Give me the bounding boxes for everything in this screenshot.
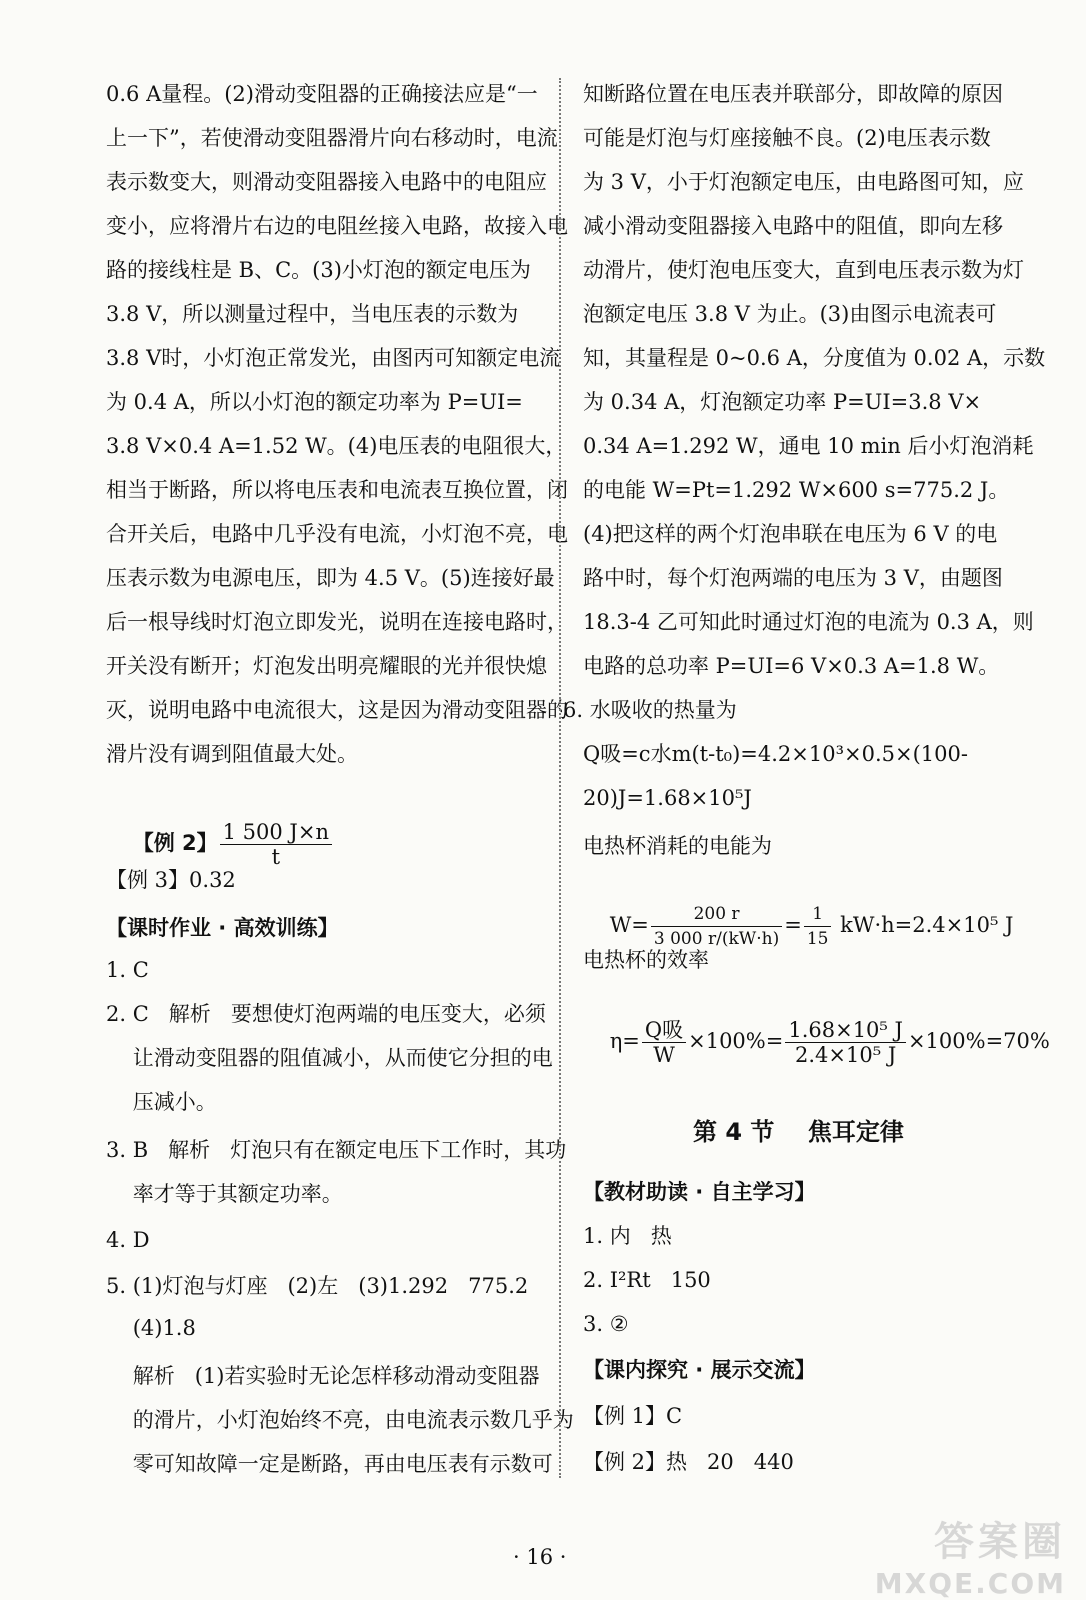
fraction-numerator: 1 500 J×n (220, 820, 332, 845)
homework-header: 【课时作业 · 高效训练】 (106, 916, 339, 940)
fraction (642, 1018, 686, 1067)
text-line: 减小滑动变阻器接入电路中的阻值，即向左移 (583, 214, 1003, 238)
formula-part: kW·h=2.4×10⁵ J (833, 913, 1014, 937)
fraction (804, 902, 832, 951)
text-line: 上一下”，若使滑动变阻器滑片向右移动时，电流 (106, 126, 558, 150)
answer-line: 压减小。 (106, 1090, 217, 1114)
formula-part: = (784, 913, 802, 937)
text-line: 可能是灯泡与灯座接触不良。(2)电压表示数 (583, 126, 991, 150)
answer-line: 率才等于其额定功率。 (106, 1182, 343, 1206)
fraction-denominator: 15 (806, 929, 829, 949)
question-6-intro: 6. 水吸收的热量为 (563, 698, 737, 722)
watermark (875, 1510, 1066, 1600)
watermark-url: MXQE.COM (874, 1567, 1066, 1600)
text-line: 变小，应将滑片右边的电阻丝接入电路，故接入电 (106, 214, 568, 238)
fraction-denominator: t (271, 845, 281, 869)
answer-line: 让滑动变阻器的阻值减小，从而使它分担的电 (106, 1046, 553, 1070)
text-line: 后一根导线时灯泡立即发光，说明在连接电路时， (106, 610, 568, 634)
text-line: (4)把这样的两个灯泡串联在电压为 6 V 的电 (583, 522, 998, 546)
formula-part: W= (609, 913, 649, 937)
text-line: 路的接线柱是 B、C。(3)小灯泡的额定电压为 (106, 258, 531, 282)
text-line: 的电能 W=Pt=1.292 W×600 s=775.2 J。 (583, 478, 1010, 502)
text-line: 路中时，每个灯泡两端的电压为 3 V，由题图 (583, 566, 1003, 590)
fraction-numerator: 1.68×10⁵ J (785, 1018, 906, 1043)
answer-line: 零可知故障一定是断路，再由电压表有示数可 (106, 1452, 553, 1476)
text-line: 知，其量程是 0~0.6 A，分度值为 0.02 A，示数 (583, 346, 1046, 370)
fraction-denominator: W (653, 1043, 675, 1067)
formula-part: η= (609, 1029, 640, 1053)
text-line: 泡额定电压 3.8 V 为止。(3)由图示电流表可 (583, 302, 997, 326)
watermark-text: 答案圈 (934, 1519, 1066, 1565)
example-label: 【例 2】 (132, 831, 218, 855)
fraction (785, 1018, 906, 1067)
column-divider (559, 78, 561, 1478)
heat-formula: 20)J=1.68×10⁵J (583, 786, 752, 810)
fraction (220, 820, 332, 869)
example-2-answer (106, 796, 334, 869)
inquiry-header: 【课内探究 · 展示交流】 (583, 1358, 816, 1382)
energy-label: 电热杯消耗的电能为 (583, 834, 772, 858)
answer-line: 2. C 解析 要想使灯泡两端的电压变大，必须 (106, 1002, 546, 1026)
textbook-header: 【教材助读 · 自主学习】 (583, 1180, 816, 1204)
answer-line: 5. (1)灯泡与灯座 (2)左 (3)1.292 775.2 (106, 1274, 529, 1298)
answer-line: (4)1.8 (106, 1316, 196, 1340)
formula-part: ×100%=70% (907, 1029, 1050, 1053)
text-line: 开关没有断开；灯泡发出明亮耀眼的光并很快熄 (106, 654, 547, 678)
fraction-numerator: 200 r (651, 902, 782, 927)
example-3-answer: 【例 3】0.32 (106, 868, 236, 892)
answer-line: 【例 1】C (583, 1404, 683, 1428)
text-line: 知断路位置在电压表并联部分，即故障的原因 (583, 82, 1003, 106)
heat-formula: Q吸=c水m(t-t₀)=4.2×10³×0.5×(100- (583, 742, 968, 766)
text-line: 18.3-4 乙可知此时通过灯泡的电流为 0.3 A，则 (583, 610, 1034, 634)
text-line: 为 0.34 A，灯泡额定功率 P=UI=3.8 V× (583, 390, 982, 414)
efficiency-label: 电热杯的效率 (583, 948, 709, 972)
fraction-numerator: Q吸 (642, 1018, 686, 1043)
text-line: 滑片没有调到阻值最大处。 (106, 742, 358, 766)
answer-line: 1. 内 热 (583, 1224, 672, 1248)
text-line: 3.8 V×0.4 A=1.52 W。(4)电压表的电阻很大， (106, 434, 567, 458)
text-line: 为 3 V，小于灯泡额定电压，由电路图可知，应 (583, 170, 1024, 194)
answer-line: 1. C (106, 958, 149, 982)
answer-line: 3. B 解析 灯泡只有在额定电压下工作时，其功 (106, 1138, 567, 1162)
fraction-denominator: 2.4×10⁵ J (795, 1043, 897, 1067)
answer-line: 的滑片，小灯泡始终不亮，由电流表示数几乎为 (106, 1408, 574, 1432)
answer-line: 2. I²Rt 150 (583, 1268, 711, 1292)
fraction-numerator: 1 (804, 902, 832, 927)
text-line: 相当于断路，所以将电压表和电流表互换位置，闭 (106, 478, 568, 502)
text-line: 0.6 A量程。(2)滑动变阻器的正确接法应是“一 (106, 82, 538, 106)
fraction-denominator: 3 000 r/(kW·h) (653, 929, 780, 949)
text-line: 0.34 A=1.292 W，通电 10 min 后小灯泡消耗 (583, 434, 1034, 458)
text-line: 3.8 V，所以测量过程中，当电压表的示数为 (106, 302, 519, 326)
answer-line: 解析 (1)若实验时无论怎样移动滑动变阻器 (106, 1364, 540, 1388)
text-line: 合开关后，电路中几乎没有电流，小灯泡不亮，电 (106, 522, 568, 546)
text-line: 电路的总功率 P=UI=6 V×0.3 A=1.8 W。 (583, 654, 1000, 678)
text-line: 为 0.4 A，所以小灯泡的额定功率为 P=UI= (106, 390, 523, 414)
section-title: 第 4 节 焦耳定律 (693, 1118, 904, 1146)
efficiency-formula (583, 994, 1050, 1067)
text-line: 表示数变大，则滑动变阻器接入电路中的电阻应 (106, 170, 547, 194)
page-number: · 16 · (513, 1545, 567, 1569)
text-line: 3.8 V时，小灯泡正常发光，由图丙可知额定电流 (106, 346, 561, 370)
text-line: 压表示数为电源电压，即为 4.5 V。(5)连接好最 (106, 566, 555, 590)
text-line: 动滑片，使灯泡电压变大，直到电压表示数为灯 (583, 258, 1024, 282)
answer-line: 4. D (106, 1228, 150, 1252)
answer-line: 3. ② (583, 1312, 629, 1336)
text-line: 灭，说明电路中电流很大，这是因为滑动变阻器的 (106, 698, 568, 722)
answer-line: 【例 2】热 20 440 (583, 1450, 794, 1474)
formula-part: ×100%= (688, 1029, 784, 1053)
